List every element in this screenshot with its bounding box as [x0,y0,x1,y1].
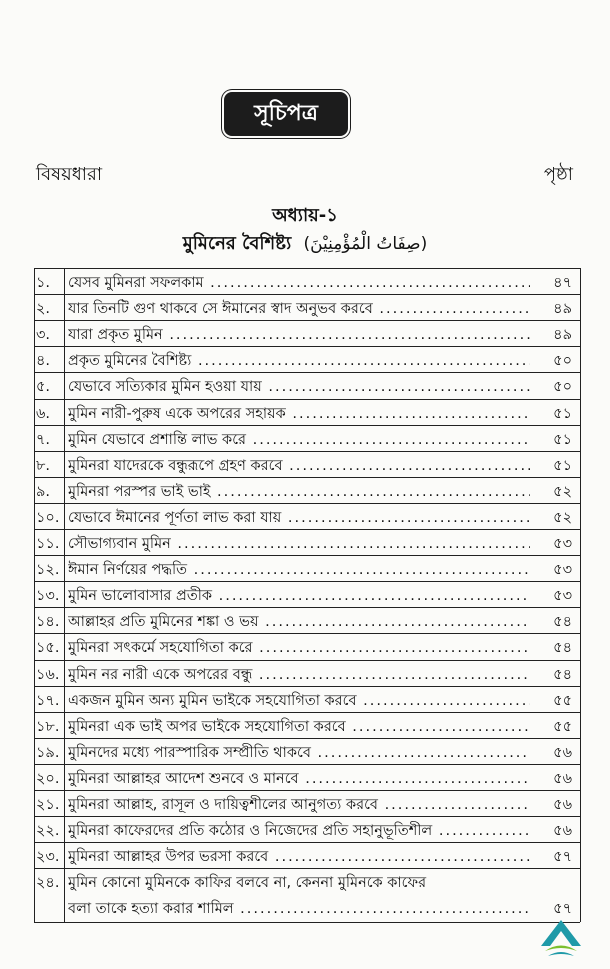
entry-number: ১৫. [36,640,60,657]
entry-number: ৪. [36,353,51,370]
entry-number: ২০. [36,770,60,787]
column-divider [580,268,581,922]
entry-page: ৫৪ [553,666,572,683]
entry-number: ৬. [36,405,51,422]
entry-number: ১৯. [36,744,60,761]
entry-title: মুমিন নারী-পুরুষ একে অপরের সহায়ক ..... [68,403,530,427]
chapter-subtitle [0,229,610,260]
entry-title-line2: বলা তাকে হত্যা করার শামিল ..... [68,898,530,922]
entry-title: মুমিনরা কাফেরদের প্রতি কঠোর ও নিজেদের প্রতি সহানুভূতিশীল ..... [68,820,530,844]
entry-title: প্রকৃত মুমিনের বৈশিষ্ট্য ..... [68,350,530,374]
entry-page: ৫৩ [553,562,572,579]
chapter-label: অধ্যায়-১ [272,205,338,226]
entry-page: ৫৫ [553,692,572,709]
toc-row [34,529,580,555]
entry-title: মুমিনরা যাদেরকে বন্ধুরূপে গ্রহণ করবে ..... [68,455,530,479]
toc-row [34,842,580,868]
entry-title: আল্লাহর প্রতি মুমিনের শঙ্কা ও ভয় ..... [68,611,530,635]
toc-row [34,581,580,607]
entry-number: ৮. [36,457,51,474]
entry-title: একজন মুমিন অন্য মুমিন ভাইকে সহযোগিতা করবে ..... [68,690,530,714]
toc-row [34,712,580,738]
entry-number: ১. [36,275,51,291]
toc-row [34,425,580,451]
entry-number: ৯. [36,483,51,500]
entry-title: মুমিনরা আল্লাহ, রাসূল ও দায়িত্বশীলের আনুগত্য করবে ..... [68,794,530,818]
column-divider [64,268,65,922]
entry-number: ৩. [36,327,51,344]
entry-number: ১২. [36,562,60,579]
entry-page: ৫২ [553,509,572,526]
entry-number: ১৪. [36,614,60,631]
entry-title: মুমিনরা সৎকর্মে সহযোগিতা করে ..... [68,637,530,661]
entry-page: ৫৫ [553,718,572,735]
column-header-page: পৃষ্ঠা [543,164,573,185]
toc-row [34,816,580,842]
entry-title: যেসব মুমিনরা সফলকাম ..... [68,272,530,296]
column-divider [34,268,35,922]
entry-title: মুমিন যেভাবে প্রশান্তি লাভ করে ..... [68,429,530,453]
entry-number: ৫. [36,379,51,396]
publisher-logo-icon [538,918,584,958]
entry-page: ৫১ [553,405,572,422]
toc-row [34,503,580,529]
entry-page: ৫২ [553,483,572,500]
entry-title: মুমিনদের মধ্যে পারস্পারিক সম্প্রীতি থাকবে ..... [68,742,530,766]
toc-row [34,686,580,712]
entry-page: ৫৭ [553,849,572,866]
entry-title-line1: মুমিন কোনো মুমিনকে কাফির বলবে না, কেননা মুমিনকে কাফের [68,875,427,892]
entry-title: সৌভাগ্যবান মুমিন ..... [68,533,530,557]
toc-row [34,660,580,686]
toc-row [34,764,580,790]
entry-page: ৫৭ [553,901,572,918]
entry-page: ৫৬ [553,744,572,761]
entry-page: ৪৯ [553,301,572,318]
entry-page: ৫৪ [553,614,572,631]
toc-row [34,399,580,425]
subtitle-bangla: মুমিনের বৈশিষ্ট্য [182,233,292,254]
entry-title: যার তিনটি গুণ থাকবে সে ঈমানের স্বাদ অনুভব করবে ..... [68,298,530,322]
entry-number: ৭. [36,431,51,448]
toc-row [34,320,580,346]
entry-page: ৫৩ [553,536,572,552]
column-header-topic: বিষয়ধারা [36,164,103,185]
toc-row [34,607,580,633]
entry-title: মুমিন ভালোবাসার প্রতীক ..... [68,585,530,609]
entry-page: ৫৩ [553,588,572,605]
entry-title: যেভাবে ঈমানের পূর্ণতা লাভ করা যায় ..... [68,507,530,531]
toc-row [34,477,580,503]
entry-number: ১৬. [36,666,60,683]
toc-row [34,294,580,320]
entry-page: ৪৯ [553,327,572,344]
toc-row [34,346,580,372]
row-divider [34,922,580,923]
entry-number: ১৮. [36,718,60,735]
entry-title: ঈমান নির্ণয়ের পদ্ধতি ..... [68,559,530,583]
entry-title: মুমিনরা পরস্পর ভাই ভাই ..... [68,481,530,505]
subtitle-arabic: (صِفَاتُ الْمُؤْمِنِيْنَ) [303,234,428,254]
entry-title: যারা প্রকৃত মুমিন ..... [68,324,530,348]
entry-number: ১৭. [36,692,60,709]
entry-page: ৪৭ [553,275,572,291]
entry-title: মুমিন নর নারী একে অপরের বন্ধু ..... [68,664,530,688]
toc-row [34,633,580,659]
entry-page: ৫৬ [553,823,572,840]
entry-number: ২. [36,301,51,318]
entry-page: ৫০ [553,353,572,370]
entry-title: মুমিনরা এক ভাই অপর ভাইকে সহযোগিতা করবে ..... [68,716,530,740]
entry-number: ২৩. [36,849,60,866]
entry-number: ১৩. [36,588,60,605]
entry-number: ১১. [36,536,60,552]
toc-row [34,868,580,920]
toc-row [34,790,580,816]
entry-page: ৫০ [553,379,572,396]
toc-row [34,555,580,581]
page-title: সূচিপত্র [224,92,348,136]
toc-row [34,738,580,764]
entry-number: ২১. [36,797,60,813]
toc-row [34,268,580,294]
entry-page: ৫১ [553,457,572,474]
entry-number: ১০. [36,509,60,526]
entry-page: ৫৬ [553,770,572,787]
entry-number: ২২. [36,823,60,840]
entry-number: ২৪. [36,875,60,892]
entry-page: ৫১ [553,431,572,448]
entry-title: যেভাবে সত্যিকার মুমিন হওয়া যায় ..... [68,376,530,400]
toc-row [34,451,580,477]
entry-title: মুমিনরা আল্লাহর উপর ভরসা করবে ..... [68,846,530,870]
toc-row [34,372,580,398]
entry-title: মুমিনরা আল্লাহর আদেশ শুনবে ও মানবে ..... [68,768,530,792]
entry-page: ৫৬ [553,797,572,813]
entry-page: ৫৪ [553,640,572,657]
